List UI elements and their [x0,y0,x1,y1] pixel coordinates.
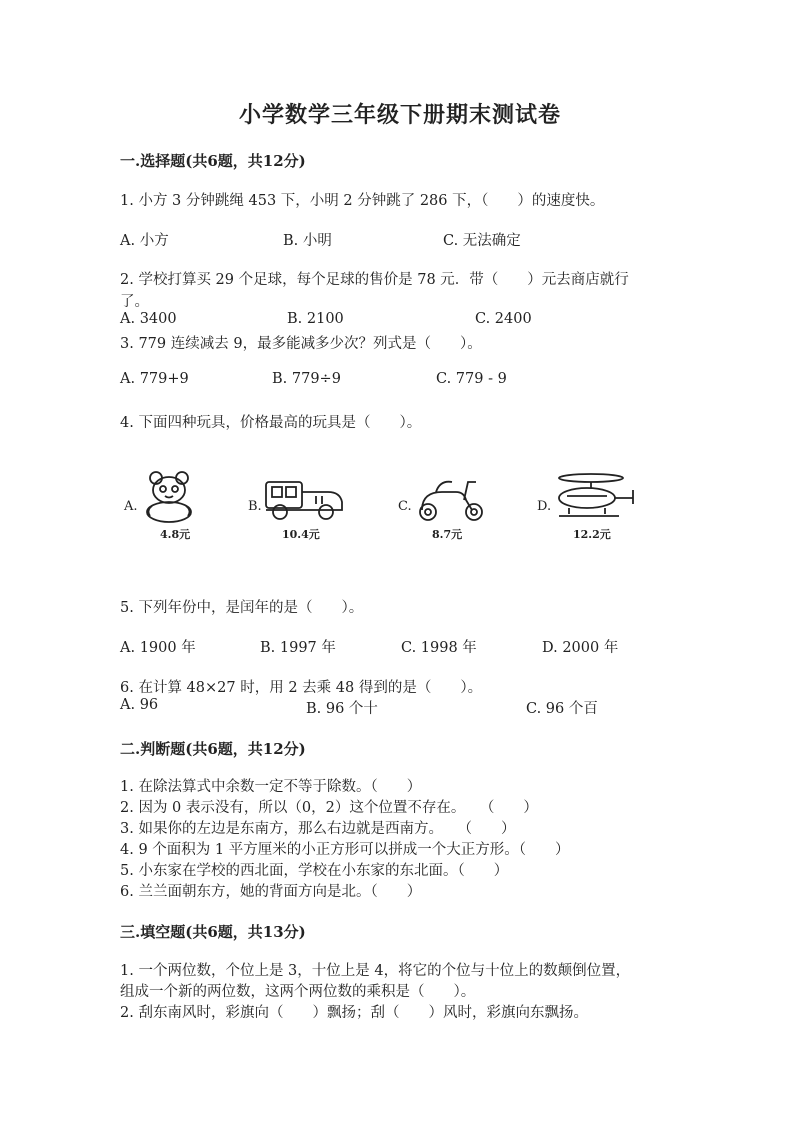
toy-d [537,466,647,546]
q2-option-a: A. 3400 [120,311,177,327]
section-heading-fill-in: 三.填空题(共6题，共13分) [120,923,306,941]
question-3: 3. 779 连续减去 9，最多能减多少次？列式是（ ）。 [120,336,482,352]
judgement-item-1: 1. 在除法算式中余数一定不等于除数。（ ） [120,779,422,795]
q1-option-b: B. 小明 [283,233,332,249]
q1-option-a: A. 小方 [120,233,169,249]
fill-item-1-line2: 组成一个新的两位数，这两个两位数的乘积是（ ）。 [120,984,476,1000]
q3-option-b: B. 779÷9 [272,371,341,387]
judgement-item-2: 2. 因为 0 表示没有，所以（0，2）这个位置不存在。 （ ） [120,800,538,816]
toy-a-letter: A. [124,499,138,514]
toy-a-price: 4.8元 [160,528,191,541]
question-5: 5. 下列年份中，是闰年的是（ ）。 [120,600,364,616]
question-4: 4. 下面四种玩具，价格最高的玩具是（ ）。 [120,415,422,431]
panda-icon [142,470,198,524]
q5-option-c: C. 1998 年 [401,640,477,656]
fill-item-2: 2. 刮东南风时，彩旗向（ ）飘扬；刮（ ）风时，彩旗向东飘扬。 [120,1005,588,1021]
toy-c-letter: C. [398,499,412,514]
q5-option-a: A. 1900 年 [120,640,196,656]
question-2-line1: 2. 学校打算买 29 个足球，每个足球的售价是 78 元．带（ ）元去商店就行 [120,272,629,288]
section-heading-judgement: 二.判断题(共6题，共12分) [120,740,306,758]
toy-d-price: 12.2元 [573,528,611,541]
toy-a [124,466,204,546]
toy-c-price: 8.7元 [432,528,463,541]
judgement-item-6: 6. 兰兰面朝东方，她的背面方向是北。（ ） [120,884,422,900]
toy-d-letter: D. [537,499,552,514]
toy-b-letter: B. [248,499,262,514]
judgement-item-3: 3. 如果你的左边是东南方，那么右边就是西南方。 （ ） [120,821,516,837]
scooter-icon [414,472,490,524]
question-6: 6. 在计算 48×27 时，用 2 去乘 48 得到的是（ ）。 [120,680,483,696]
question-1: 1. 小方 3 分钟跳绳 453 下，小明 2 分钟跳了 286 下，（ ）的速度快。 [120,193,605,209]
section-heading-choice: 一.选择题(共6题，共12分) [120,152,306,170]
toy-b [248,466,358,546]
q5-option-b: B. 1997 年 [260,640,336,656]
q3-option-a: A. 779+9 [120,371,189,387]
helicopter-icon [555,470,639,524]
fill-item-1-line1: 1. 一个两位数，个位上是 3，十位上是 4，将它的个位与十位上的数颠倒位置， [120,963,631,979]
toy-b-price: 10.4元 [282,528,320,541]
q6-option-c: C. 96 个百 [526,701,598,717]
q5-option-d: D. 2000 年 [542,640,619,656]
toy-c [398,466,498,546]
judgement-item-5: 5. 小东家在学校的西北面，学校在小东家的东北面。（ ） [120,863,509,879]
q2-option-b: B. 2100 [287,311,344,327]
q3-option-c: C. 779 - 9 [436,371,507,387]
q2-option-c: C. 2400 [475,311,532,327]
judgement-item-4: 4. 9 个面积为 1 平方厘米的小正方形可以拼成一个大正方形。（ ） [120,842,570,858]
q6-option-b: B. 96 个十 [306,701,378,717]
car-icon [262,478,348,524]
q1-option-c: C. 无法确定 [443,233,521,249]
question-2-line2: 了。 [120,294,149,310]
page-title: 小学数学三年级下册期末测试卷 [238,102,561,128]
q6-option-a: A. 96 [120,697,159,713]
